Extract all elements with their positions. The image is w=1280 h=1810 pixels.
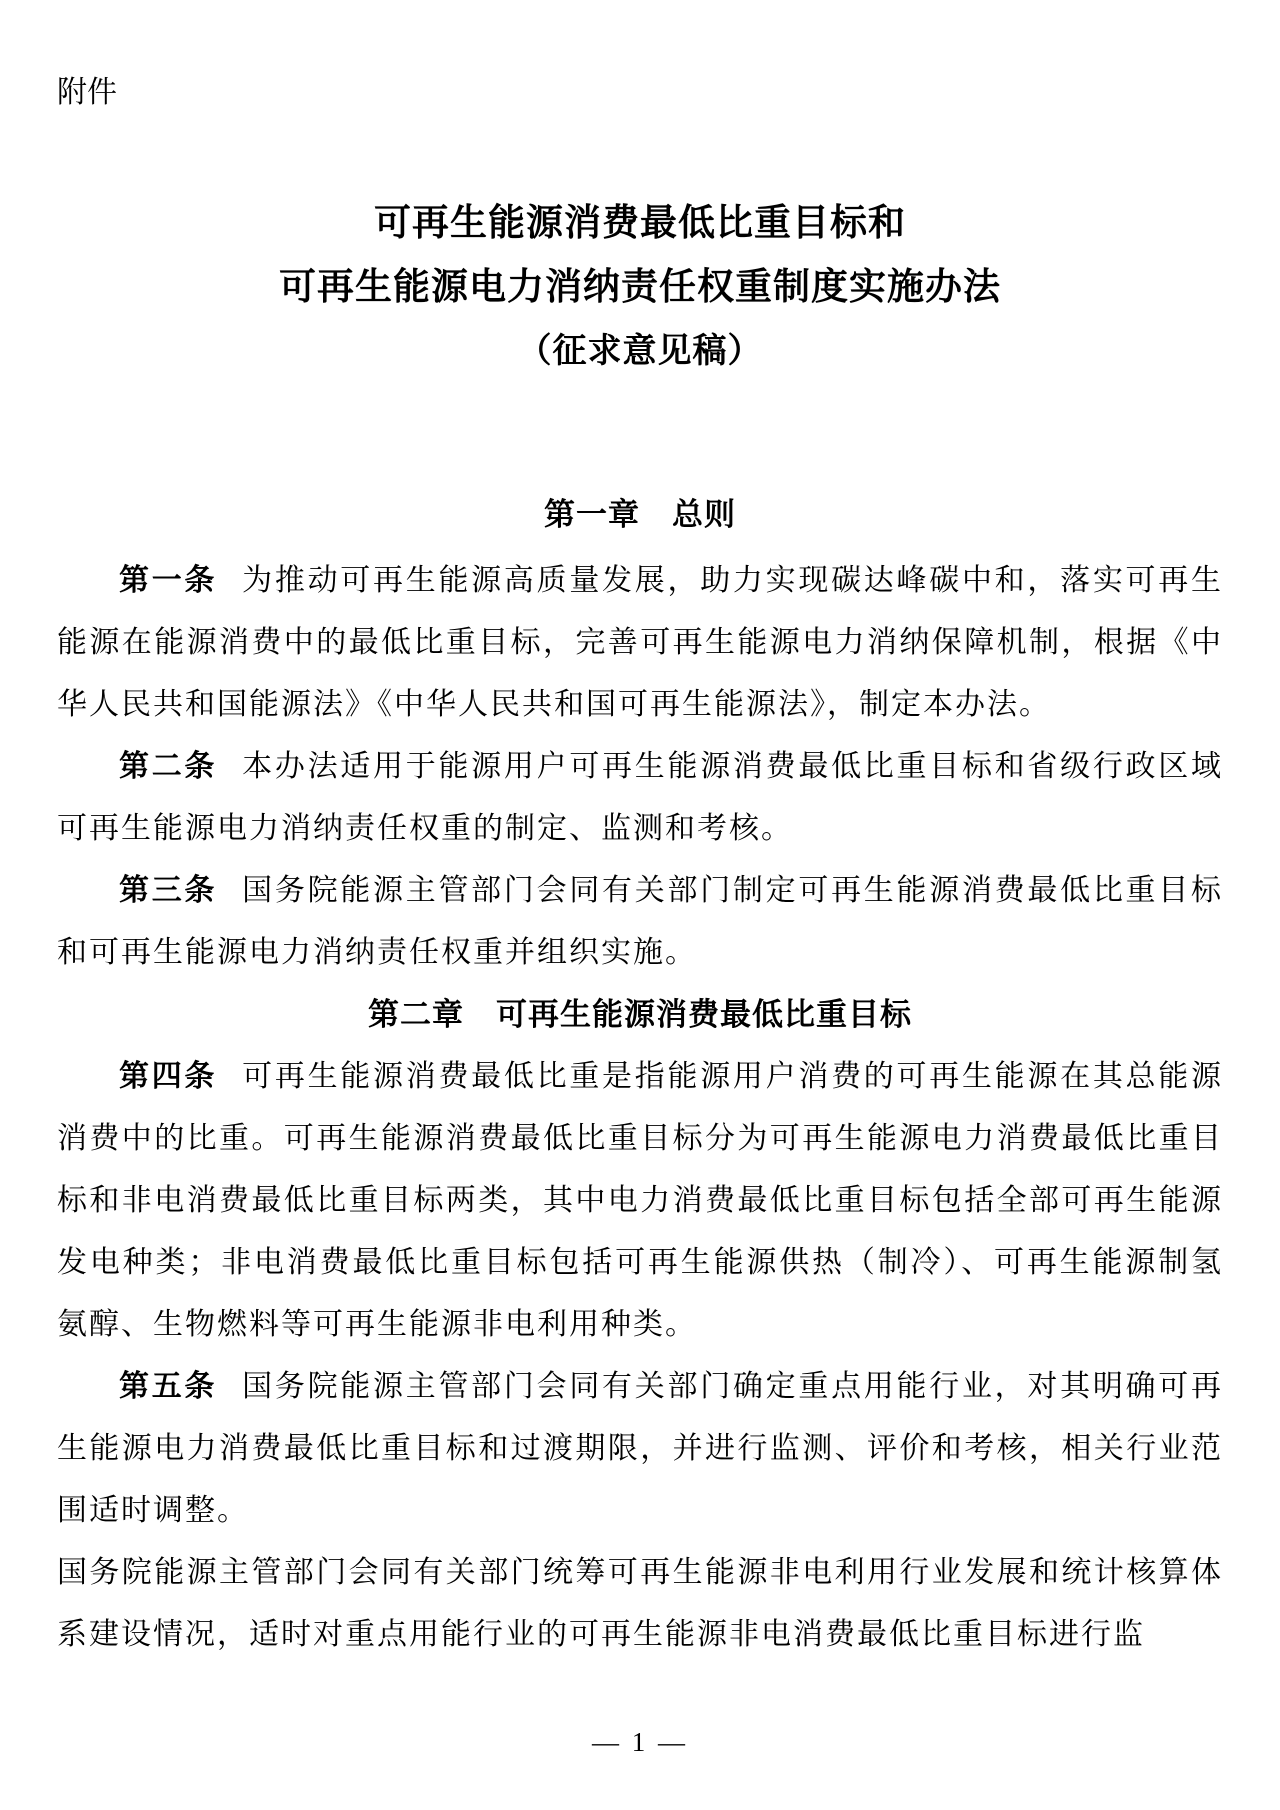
- page-number: — 1 —: [592, 1727, 688, 1757]
- article-4: [57, 1046, 1223, 1356]
- article-2: [57, 736, 1223, 860]
- document-title: [57, 192, 1223, 384]
- title-line-1: 可再生能源消费最低比重目标和: [374, 203, 906, 244]
- title-line-3-draft-note: （征求意见稿）: [517, 333, 763, 370]
- title-line-2: 可再生能源电力消纳责任权重制度实施办法: [279, 267, 1001, 308]
- article-3-text: 国务院能源主管部门会同有关部门制定可再生能源消费最低比重目标和可再生能源电力消纳责任权重并组织实施。: [57, 874, 1223, 969]
- article-1-text: 为推动可再生能源高质量发展，助力实现碳达峰碳中和，落实可再生能源在能源消费中的最低比重目标，完善可再生能源电力消纳保障机制，根据《中华人民共和国能源法》《中华人民共和国可再生能源法》，制定本办法。: [57, 564, 1223, 721]
- article-1: [57, 550, 1223, 736]
- article-3: [57, 860, 1223, 984]
- article-2-text: 本办法适用于能源用户可再生能源消费最低比重目标和省级行政区域可再生能源电力消纳责任权重的制定、监测和考核。: [57, 750, 1223, 845]
- article-4-number: 第四条: [119, 1060, 218, 1093]
- chapter-heading-1: 第一章 总则: [544, 497, 736, 532]
- article-4-text: 可再生能源消费最低比重是指能源用户消费的可再生能源在其总能源消费中的比重。可再生能源消费最低比重目标分为可再生能源电力消费最低比重目标和非电消费最低比重目标两类，其中电力消费最低比重目标包括全部可再生能源发电种类；非电消费最低比重目标包括可再生能源供热（制冷）、可再生能源制氢氨醇、生物燃料等可再生能源非电利用种类。: [57, 1060, 1223, 1341]
- attachment-label: 附件: [57, 76, 117, 109]
- article-2-number: 第二条: [119, 750, 218, 783]
- article-5-text: 国务院能源主管部门会同有关部门确定重点用能行业，对其明确可再生能源电力消费最低比重目标和过渡期限，并进行监测、评价和考核，相关行业范围适时调整。: [57, 1370, 1223, 1527]
- article-3-number: 第三条: [119, 874, 218, 907]
- article-5-continuation-paragraph: 国务院能源主管部门会同有关部门统筹可再生能源非电利用行业发展和统计核算体系建设情况，适时对重点用能行业的可再生能源非电消费最低比重目标进行监: [57, 1556, 1223, 1651]
- chapter-heading-2: 第二章 可再生能源消费最低比重目标: [368, 997, 912, 1032]
- article-1-number: 第一条: [119, 564, 218, 597]
- article-5: [57, 1356, 1223, 1542]
- article-5-number: 第五条: [119, 1370, 218, 1403]
